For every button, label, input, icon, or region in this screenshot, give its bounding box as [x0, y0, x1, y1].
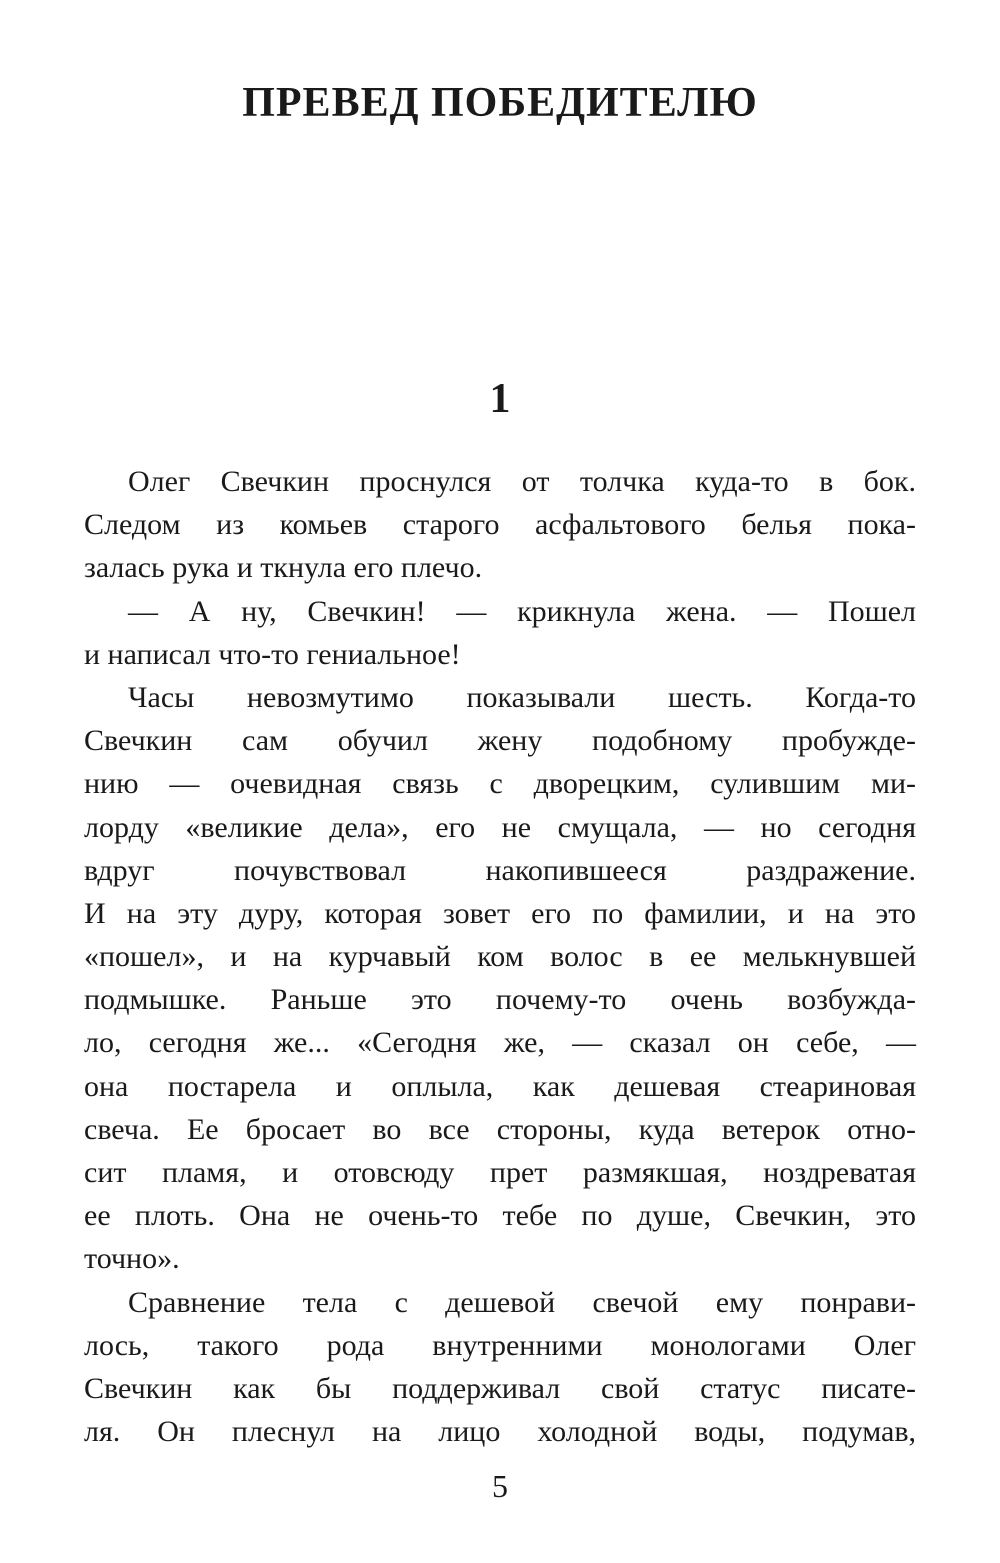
text-line: она постарела и оплыла, как дешевая стеариновая — [84, 1069, 916, 1103]
body-text — [84, 460, 916, 1453]
text-line: сит пламя, и отовсюду прет размякшая, ноздреватая — [84, 1156, 916, 1189]
text-line: Часы невозмутимо показывали шесть. Когда-то — [128, 680, 916, 714]
text-line: Следом из комьев старого асфальтового белья пока- — [84, 508, 916, 542]
text-line: ее плоть. Она не очень-то тебе по душе, Свечкин, это — [84, 1199, 916, 1233]
text-line: точно». — [84, 1242, 180, 1276]
text-line: И на эту дуру, которая зовет его по фамилии, и на это — [84, 896, 916, 930]
text-line: лорду «великие дела», его не смущала, — но сегодня — [84, 810, 916, 844]
text-line: Свечкин как бы поддерживал свой статус писате- — [84, 1371, 916, 1405]
text-line: свеча. Ее бросает во все стороны, куда ветерок отно- — [84, 1112, 916, 1146]
text-line: ло, сегодня же... «Сегодня же, — сказал он себе, — — [84, 1026, 916, 1060]
page-number: 5 — [492, 1468, 508, 1504]
text-line: Олег Свечкин проснулся от толчка куда-то в бок. — [128, 465, 916, 498]
text-line: нию — очевидная связь с дворецким, сулившим ми- — [84, 767, 916, 801]
text-line: Сравнение тела с дешевой свечой ему понрави- — [128, 1285, 916, 1319]
text-line: лось, такого рода внутренними монологами Олег — [84, 1328, 916, 1362]
text-line: вдруг почувствовал накопившееся раздражение. — [84, 853, 916, 887]
text-line: — А ну, Свечкин! — крикнула жена. — Пошел — [128, 594, 916, 628]
chapter-number: 1 — [489, 376, 511, 422]
text-line: залась рука и ткнула его плечо. — [84, 551, 483, 585]
text-line: ля. Он плеснул на лицо холодной воды, подумав, — [84, 1415, 916, 1449]
page-title: ПРЕВЕД ПОБЕДИТЕЛЮ — [242, 80, 758, 126]
text-line: и написал что-то гениальное! — [84, 637, 461, 671]
text-line: Свечкин сам обучил жену подобному пробужде- — [84, 724, 916, 758]
text-line: подмышке. Раньше это почему-то очень возбужда- — [84, 983, 916, 1017]
text-line: «пошел», и на курчавый ком волос в ее мелькнувшей — [84, 940, 916, 974]
